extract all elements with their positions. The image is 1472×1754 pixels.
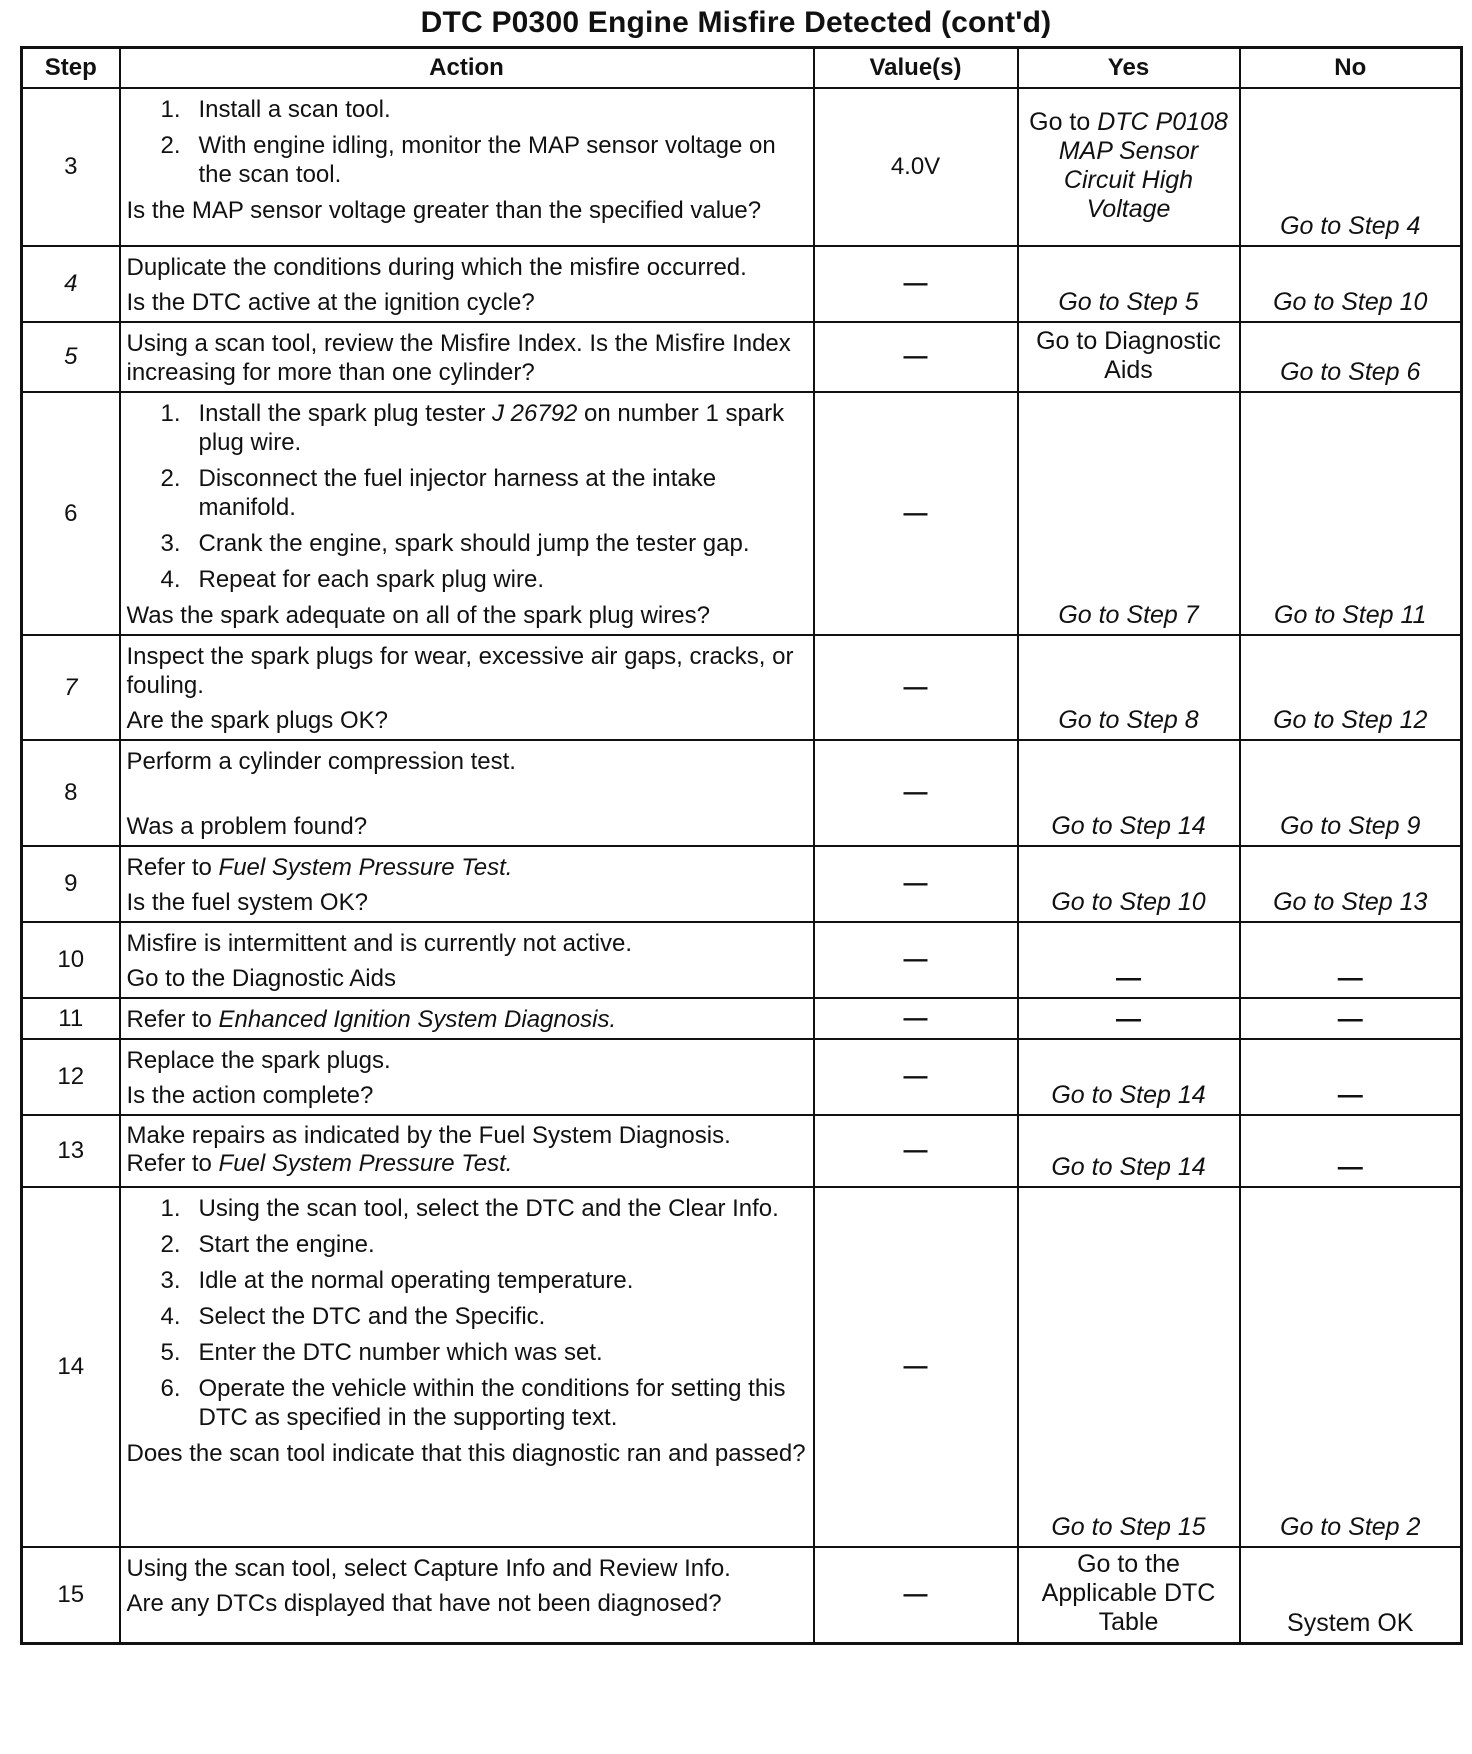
step-number: 7 bbox=[22, 635, 120, 740]
step-number: 5 bbox=[22, 322, 120, 392]
value-cell: — bbox=[814, 322, 1018, 392]
action-cell bbox=[120, 392, 814, 635]
action-question: Does the scan tool indicate that this diagnostic ran and passed? bbox=[126, 1440, 806, 1467]
yes-cell: Go to the Applicable DTC Table bbox=[1018, 1547, 1240, 1643]
yes-cell: Go to Step 14 bbox=[1018, 740, 1240, 846]
table-row bbox=[22, 246, 1462, 322]
step-number: 6 bbox=[22, 392, 120, 635]
action-steps bbox=[127, 95, 807, 189]
action-step: 2. Disconnect the fuel injector harness at the intake manifold. bbox=[160, 465, 717, 521]
value-cell: — bbox=[814, 1547, 1018, 1643]
header-row bbox=[22, 48, 1462, 89]
value-cell: — bbox=[814, 846, 1018, 922]
action-cell: Refer to Enhanced Ignition System Diagnosis. bbox=[120, 998, 814, 1039]
yes-cell: Go to Step 15 bbox=[1018, 1187, 1240, 1547]
action-cell: Refer to Fuel System Pressure Test. Is the fuel system OK? bbox=[120, 846, 814, 922]
table-row bbox=[22, 392, 1462, 635]
value-cell: — bbox=[814, 1187, 1018, 1547]
no-cell: — bbox=[1240, 1039, 1462, 1115]
action-question: Is the MAP sensor voltage greater than the specified value? bbox=[126, 197, 762, 224]
no-cell: Go to Step 10 bbox=[1240, 246, 1462, 322]
table-row bbox=[22, 1187, 1462, 1547]
no-cell: Go to Step 11 bbox=[1240, 392, 1462, 635]
no-cell: System OK bbox=[1240, 1547, 1462, 1643]
header-step: Step bbox=[22, 48, 120, 89]
value-cell: — bbox=[814, 740, 1018, 846]
value-cell: — bbox=[814, 922, 1018, 998]
action-cell bbox=[120, 88, 814, 246]
action-step: 1. Using the scan tool, select the DTC and the Clear Info. bbox=[160, 1195, 779, 1222]
no-cell: Go to Step 2 bbox=[1240, 1187, 1462, 1547]
table-row bbox=[22, 322, 1462, 392]
action-step: 3. Idle at the normal operating temperature. bbox=[160, 1267, 634, 1294]
table-row bbox=[22, 846, 1462, 922]
value-cell: — bbox=[814, 1039, 1018, 1115]
no-cell: Go to Step 6 bbox=[1240, 322, 1462, 392]
header-value: Value(s) bbox=[814, 48, 1018, 89]
yes-cell: Go to Step 7 bbox=[1018, 392, 1240, 635]
action-cell: Make repairs as indicated by the Fuel System Diagnosis. Refer to Fuel System Pressure Test. bbox=[120, 1115, 814, 1187]
value-cell: — bbox=[814, 392, 1018, 635]
value-cell: 4.0V bbox=[814, 88, 1018, 246]
table-row bbox=[22, 740, 1462, 846]
action-cell: Misfire is intermittent and is currently not active. Go to the Diagnostic Aids bbox=[120, 922, 814, 998]
no-cell: Go to Step 12 bbox=[1240, 635, 1462, 740]
table-row bbox=[22, 922, 1462, 998]
header-yes: Yes bbox=[1018, 48, 1240, 89]
step-number: 13 bbox=[22, 1115, 120, 1187]
action-cell: Using a scan tool, review the Misfire Index. Is the Misfire Index increasing for more than one cylinder? bbox=[120, 322, 814, 392]
table-row bbox=[22, 635, 1462, 740]
yes-cell: Go to Step 14 bbox=[1018, 1039, 1240, 1115]
page-title: DTC P0300 Engine Misfire Detected (cont'd) bbox=[420, 6, 1052, 39]
action-cell: Perform a cylinder compression test. Was a problem found? bbox=[120, 740, 814, 846]
header-action: Action bbox=[120, 48, 814, 89]
no-cell: — bbox=[1240, 998, 1462, 1039]
yes-cell: Go to DTC P0108 MAP Sensor Circuit High Voltage bbox=[1018, 88, 1240, 246]
no-cell: Go to Step 13 bbox=[1240, 846, 1462, 922]
no-cell: — bbox=[1240, 1115, 1462, 1187]
step-number: 11 bbox=[22, 998, 120, 1039]
action-cell: Duplicate the conditions during which the misfire occurred. Is the DTC active at the ignition cycle? bbox=[120, 246, 814, 322]
value-cell: — bbox=[814, 246, 1018, 322]
table-row bbox=[22, 998, 1462, 1039]
action-step: 4. Select the DTC and the Specific. bbox=[160, 1303, 546, 1330]
yes-cell: Go to Step 14 bbox=[1018, 1115, 1240, 1187]
action-question: Was the spark adequate on all of the spark plug wires? bbox=[126, 602, 710, 629]
step-number: 14 bbox=[22, 1187, 120, 1547]
action-cell bbox=[120, 1187, 814, 1547]
action-cell: Inspect the spark plugs for wear, excessive air gaps, cracks, or fouling. Are the spark plugs OK? bbox=[120, 635, 814, 740]
step-number: 9 bbox=[22, 846, 120, 922]
action-step: 1. Install the spark plug tester J 26792 on number 1 spark plug wire. bbox=[160, 400, 785, 456]
step-number: 8 bbox=[22, 740, 120, 846]
step-number: 10 bbox=[22, 922, 120, 998]
action-step: 4. Repeat for each spark plug wire. bbox=[160, 566, 545, 593]
table-row bbox=[22, 88, 1462, 246]
value-cell: — bbox=[814, 1115, 1018, 1187]
yes-cell: Go to Step 8 bbox=[1018, 635, 1240, 740]
action-step: 2. With engine idling, monitor the MAP sensor voltage on the scan tool. bbox=[160, 132, 776, 188]
yes-cell: Go to Step 10 bbox=[1018, 846, 1240, 922]
step-number: 15 bbox=[22, 1547, 120, 1643]
action-step: 2. Start the engine. bbox=[160, 1231, 375, 1258]
no-cell: Go to Step 4 bbox=[1240, 88, 1462, 246]
step-number: 3 bbox=[22, 88, 120, 246]
no-cell: — bbox=[1240, 922, 1462, 998]
table-row bbox=[22, 1039, 1462, 1115]
step-number: 4 bbox=[22, 246, 120, 322]
value-cell: — bbox=[814, 998, 1018, 1039]
yes-cell: Go to Diagnostic Aids bbox=[1018, 322, 1240, 392]
action-step: 6. Operate the vehicle within the conditions for setting this DTC as specified in the supporting text. bbox=[160, 1375, 786, 1431]
table-row bbox=[22, 1547, 1462, 1643]
action-step: 1. Install a scan tool. bbox=[160, 96, 391, 123]
action-steps bbox=[127, 399, 807, 594]
action-steps bbox=[127, 1194, 807, 1432]
action-cell: Using the scan tool, select Capture Info and Review Info. Are any DTCs displayed that have not been diagnosed? bbox=[120, 1547, 814, 1643]
step-number: 12 bbox=[22, 1039, 120, 1115]
yes-cell: — bbox=[1018, 998, 1240, 1039]
yes-cell: — bbox=[1018, 922, 1240, 998]
action-cell: Replace the spark plugs. Is the action complete? bbox=[120, 1039, 814, 1115]
header-no: No bbox=[1240, 48, 1462, 89]
yes-cell: Go to Step 5 bbox=[1018, 246, 1240, 322]
action-step: 3. Crank the engine, spark should jump the tester gap. bbox=[160, 530, 750, 557]
action-step: 5. Enter the DTC number which was set. bbox=[160, 1339, 603, 1366]
diagnostic-table bbox=[20, 46, 1463, 1645]
value-cell: — bbox=[814, 635, 1018, 740]
no-cell: Go to Step 9 bbox=[1240, 740, 1462, 846]
table-row bbox=[22, 1115, 1462, 1187]
